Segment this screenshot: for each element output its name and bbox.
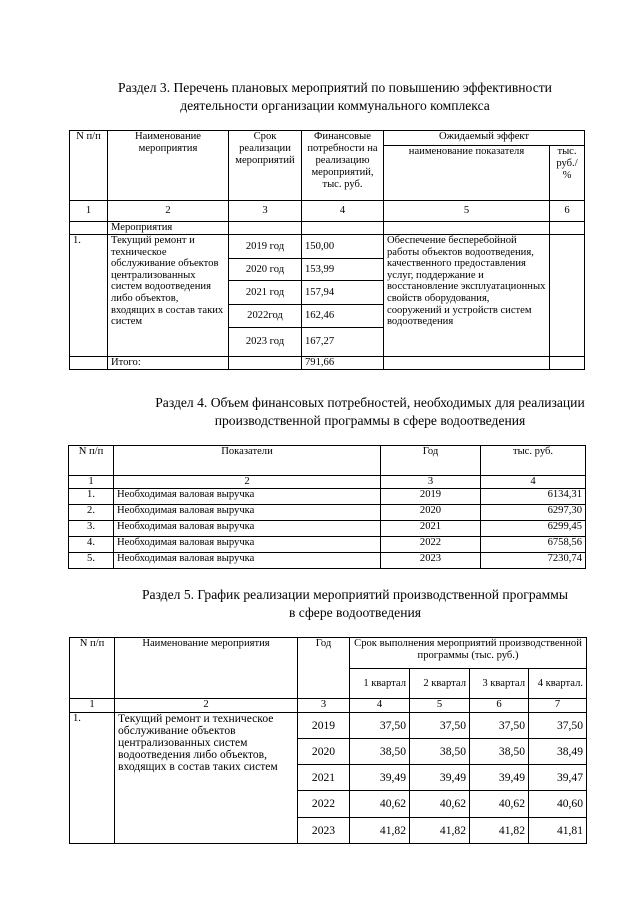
row-value: 6134,31 <box>481 489 586 505</box>
row-q4: 40,60 <box>529 791 587 818</box>
row-year: 2019 <box>381 489 481 505</box>
row-year: 2023 <box>298 818 350 844</box>
row-q4: 38,49 <box>529 739 587 765</box>
row-q3: 40,62 <box>470 791 529 818</box>
row-indicator: Необходимая валовая выручка <box>114 489 381 505</box>
col-number: 5 <box>384 201 550 222</box>
section3-title-line1: Раздел 3. Перечень плановых мероприятий по повышению эффективности <box>118 80 552 95</box>
row-year: 2021 <box>298 765 350 791</box>
header-q3: 3 квартал <box>470 669 529 699</box>
col-number: 7 <box>529 699 587 713</box>
row-indicator: Необходимая валовая выручка <box>114 505 381 521</box>
col-number: 2 <box>108 201 229 222</box>
col-number: 2 <box>114 476 381 489</box>
row-indicator: Необходимая валовая выручка <box>114 521 381 537</box>
item-amount: 157,94 <box>302 281 384 305</box>
row-year: 2020 <box>381 505 481 521</box>
row-value: 6758,56 <box>481 537 586 553</box>
item-year: 2020 год <box>229 259 302 281</box>
row-q4: 41,81 <box>529 818 587 844</box>
item-amount: 167,27 <box>302 328 384 357</box>
table-row <box>69 489 586 505</box>
section5-title-line1: Раздел 5. График реализации мероприятий производственной программы <box>141 587 569 602</box>
header-q1: 1 квартал <box>350 669 410 699</box>
row-indicator: Необходимая валовая выручка <box>114 537 381 553</box>
row-year: 2021 <box>381 521 481 537</box>
col-number: 3 <box>381 476 481 489</box>
row-q3: 41,82 <box>470 818 529 844</box>
col-number: 6 <box>550 201 585 222</box>
item-num: 1. <box>70 713 115 844</box>
row-year: 2022 <box>381 537 481 553</box>
col-number: 1 <box>70 699 115 713</box>
row-year: 2019 <box>298 713 350 739</box>
col-number: 4 <box>350 699 410 713</box>
col-number: 5 <box>410 699 470 713</box>
item-year: 2019 год <box>229 235 302 259</box>
item-year: 2023 год <box>229 328 302 357</box>
item-amount: 162,46 <box>302 305 384 328</box>
row-num: 4. <box>69 537 114 553</box>
row-num: 5. <box>69 553 114 569</box>
row-num: 1. <box>69 489 114 505</box>
header-unit: тыс. руб./ % <box>550 146 585 201</box>
section4-title <box>140 394 600 430</box>
row-num: 2. <box>69 505 114 521</box>
row-value: 6299,45 <box>481 521 586 537</box>
header-year: Год <box>298 638 350 699</box>
row-q2: 38,50 <box>410 739 470 765</box>
col-number: 4 <box>302 201 384 222</box>
item-year: 2021 год <box>229 281 302 305</box>
section3-table <box>69 130 585 370</box>
table-row <box>69 505 586 521</box>
row-q2: 37,50 <box>410 713 470 739</box>
total-value: 791,66 <box>302 357 384 370</box>
total-label: Итого: <box>108 357 229 370</box>
header-indicator: Показатели <box>114 446 381 476</box>
section4-title-line1: Раздел 4. Объем финансовых потребностей, необходимых для реализации <box>155 395 585 410</box>
item-name: Текущий ремонт и техническое обслуживание объектов централизованных систем водоотведения либо объектов, входящих в состав таких систем <box>108 235 229 357</box>
header-q4: 4 квартал. <box>529 669 587 699</box>
row-q1: 37,50 <box>350 713 410 739</box>
col-number: 4 <box>481 476 586 489</box>
row-value: 7230,74 <box>481 553 586 569</box>
item-amount: 153,99 <box>302 259 384 281</box>
row-num: 3. <box>69 521 114 537</box>
group-label: Мероприятия <box>108 222 229 235</box>
header-q2: 2 квартал <box>410 669 470 699</box>
row-q1: 40,62 <box>350 791 410 818</box>
section5-title <box>110 586 600 622</box>
row-year: 2022 <box>298 791 350 818</box>
header-num: N п/п <box>70 638 115 699</box>
table-row <box>70 713 587 739</box>
header-term: Срок выполнения мероприятий производственной программы (тыс. руб.) <box>350 638 587 669</box>
header-term: Срок реализации мероприятий <box>229 131 302 201</box>
row-q3: 39,49 <box>470 765 529 791</box>
header-num: N п/п <box>70 131 108 201</box>
row-q1: 38,50 <box>350 739 410 765</box>
col-number: 3 <box>298 699 350 713</box>
header-name: Наименование мероприятия <box>115 638 298 699</box>
section5-title-line2: в сфере водоотведения <box>288 605 422 620</box>
row-q2: 40,62 <box>410 791 470 818</box>
col-number: 1 <box>69 476 114 489</box>
item-effect: Обеспечение бесперебойной работы объектов водоотведения, качественного предоставления услуг, поддержание и восстановление эксплуатационных свойств оборудования, сооружений и устройств систем водоотведения <box>384 235 550 357</box>
row-q1: 41,82 <box>350 818 410 844</box>
item-name: Текущий ремонт и техническое обслуживание объектов централизованных систем водоотведения либо объектов, входящих в состав таких систем <box>115 713 298 844</box>
row-q3: 38,50 <box>470 739 529 765</box>
section5-table <box>69 637 587 844</box>
row-value: 6297,30 <box>481 505 586 521</box>
item-year: 2022год <box>229 305 302 328</box>
col-number: 1 <box>70 201 108 222</box>
row-q4: 39,47 <box>529 765 587 791</box>
section3-title-line2: деятельности организации коммунального комплекса <box>180 98 490 113</box>
row-year: 2020 <box>298 739 350 765</box>
col-number: 6 <box>470 699 529 713</box>
row-year: 2023 <box>381 553 481 569</box>
header-indicator: наименование показателя <box>384 146 550 201</box>
row-q3: 37,50 <box>470 713 529 739</box>
row-indicator: Необходимая валовая выручка <box>114 553 381 569</box>
table-row <box>69 553 586 569</box>
section3-title <box>70 79 600 115</box>
row-q2: 41,82 <box>410 818 470 844</box>
col-number: 3 <box>229 201 302 222</box>
row-q4: 37,50 <box>529 713 587 739</box>
header-value: тыс. руб. <box>481 446 586 476</box>
table-row <box>69 537 586 553</box>
col-number: 2 <box>115 699 298 713</box>
header-name: Наименование мероприятия <box>108 131 229 201</box>
item-num: 1. <box>70 235 108 357</box>
section4-table <box>68 445 586 569</box>
row-q1: 39,49 <box>350 765 410 791</box>
header-year: Год <box>381 446 481 476</box>
section4-title-line2: производственной программы в сфере водоотведения <box>214 413 526 428</box>
row-q2: 39,49 <box>410 765 470 791</box>
header-finance: Финансовые потребности на реализацию мероприятий, тыс. руб. <box>302 131 384 201</box>
item-amount: 150,00 <box>302 235 384 259</box>
header-num: N п/п <box>69 446 114 476</box>
table-row <box>69 521 586 537</box>
header-effect: Ожидаемый эффект <box>384 131 585 146</box>
